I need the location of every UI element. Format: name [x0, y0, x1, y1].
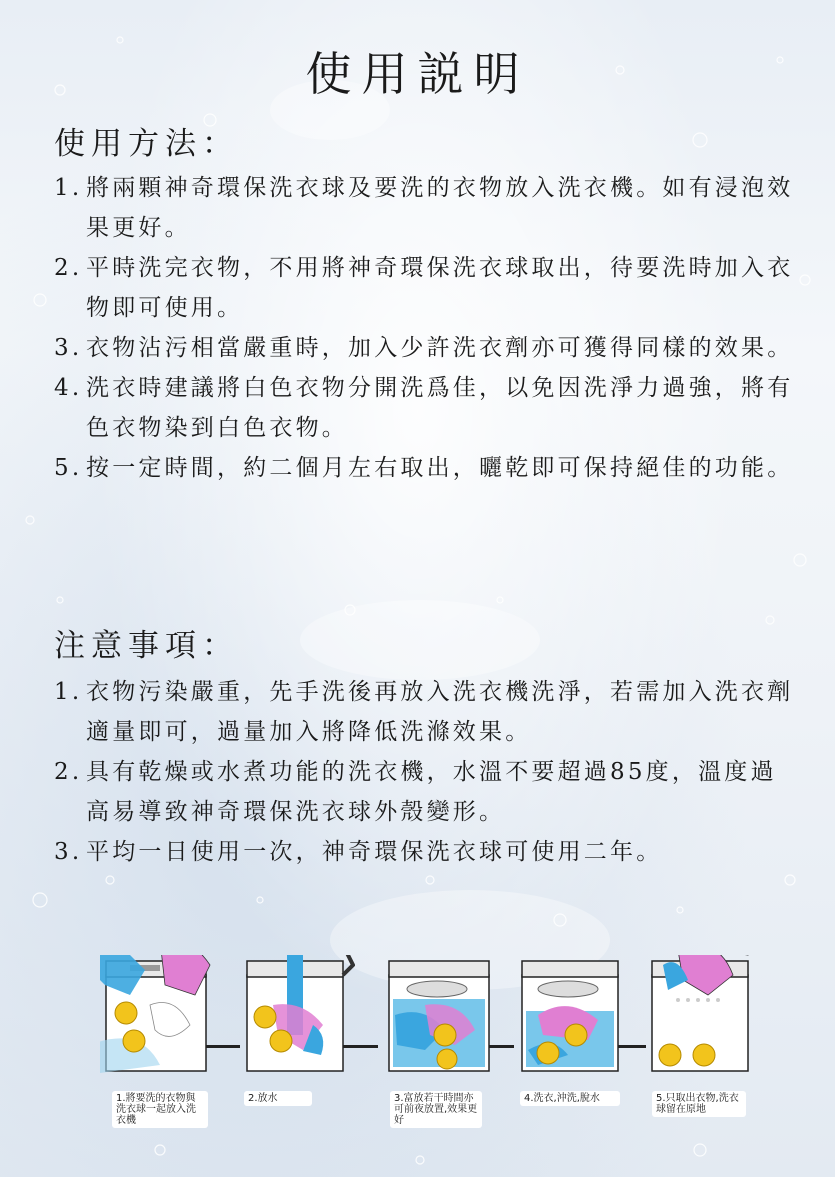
step-caption: 4.洗衣,沖洗,脫水 [520, 1091, 620, 1106]
page-title: 使用説明 [305, 47, 530, 101]
notes-item [54, 832, 794, 872]
notes-heading: 注意事項： [54, 628, 239, 664]
notes-item-number: 3. [54, 839, 83, 865]
step-caption: 3.富放若干時間亦可前夜放置,效果更好 [390, 1091, 482, 1128]
washing-machine-icon [100, 955, 212, 1073]
step-1 [100, 955, 212, 1073]
steps-illustration [0, 935, 835, 1135]
notes-list [54, 672, 794, 872]
washing-machine-icon [385, 955, 497, 1073]
step-5 [648, 955, 760, 1073]
usage-item [54, 328, 794, 368]
step-4 [518, 955, 630, 1073]
washing-machine-icon [648, 955, 760, 1073]
usage-item-text: 按一定時間，約二個月左右取出，曬乾即可保持絕佳的功能。 [86, 455, 794, 481]
washing-machine-icon [518, 955, 630, 1073]
notes-item [54, 672, 794, 752]
notes-item-number: 2. [54, 759, 83, 785]
usage-item [54, 168, 794, 248]
step-caption: 5.只取出衣物,洗衣球留在原地 [652, 1091, 746, 1117]
step-caption: 1.將要洗的衣物與洗衣球一起放入洗衣機 [112, 1091, 208, 1128]
notes-item-text: 衣物污染嚴重，先手洗後再放入洗衣機洗淨，若需加入洗衣劑適量即可，過量加入將降低洗滌效果。 [86, 679, 794, 745]
usage-list [54, 168, 794, 488]
usage-item-text: 洗衣時建議將白色衣物分開洗爲佳，以免因洗淨力過強，將有色衣物染到白色衣物。 [86, 375, 794, 441]
usage-item [54, 448, 794, 488]
usage-item-text: 平時洗完衣物，不用將神奇環保洗衣球取出，待要洗時加入衣物即可使用。 [86, 255, 794, 321]
usage-item-text: 將兩顆神奇環保洗衣球及要洗的衣物放入洗衣機。如有浸泡效果更好。 [86, 175, 794, 241]
usage-item-number: 2. [54, 255, 83, 281]
notes-item-text: 平均一日使用一次，神奇環保洗衣球可使用二年。 [86, 839, 663, 865]
step-3 [385, 955, 497, 1073]
usage-item-number: 3. [54, 335, 83, 361]
usage-item [54, 248, 794, 328]
step-2 [243, 955, 355, 1073]
step-caption: 2.放水 [244, 1091, 312, 1106]
notes-item [54, 752, 794, 832]
notes-item-number: 1. [54, 679, 83, 705]
usage-item-number: 5. [54, 455, 83, 481]
usage-heading: 使用方法： [54, 126, 239, 162]
usage-item-number: 4. [54, 375, 83, 401]
washing-machine-icon [243, 955, 355, 1073]
usage-item [54, 368, 794, 448]
notes-item-text: 具有乾燥或水煮功能的洗衣機，水溫不要超過85度，溫度過高易導致神奇環保洗衣球外殼變形。 [86, 759, 777, 825]
usage-item-number: 1. [54, 175, 83, 201]
usage-item-text: 衣物沾污相當嚴重時，加入少許洗衣劑亦可獲得同樣的效果。 [86, 335, 794, 361]
